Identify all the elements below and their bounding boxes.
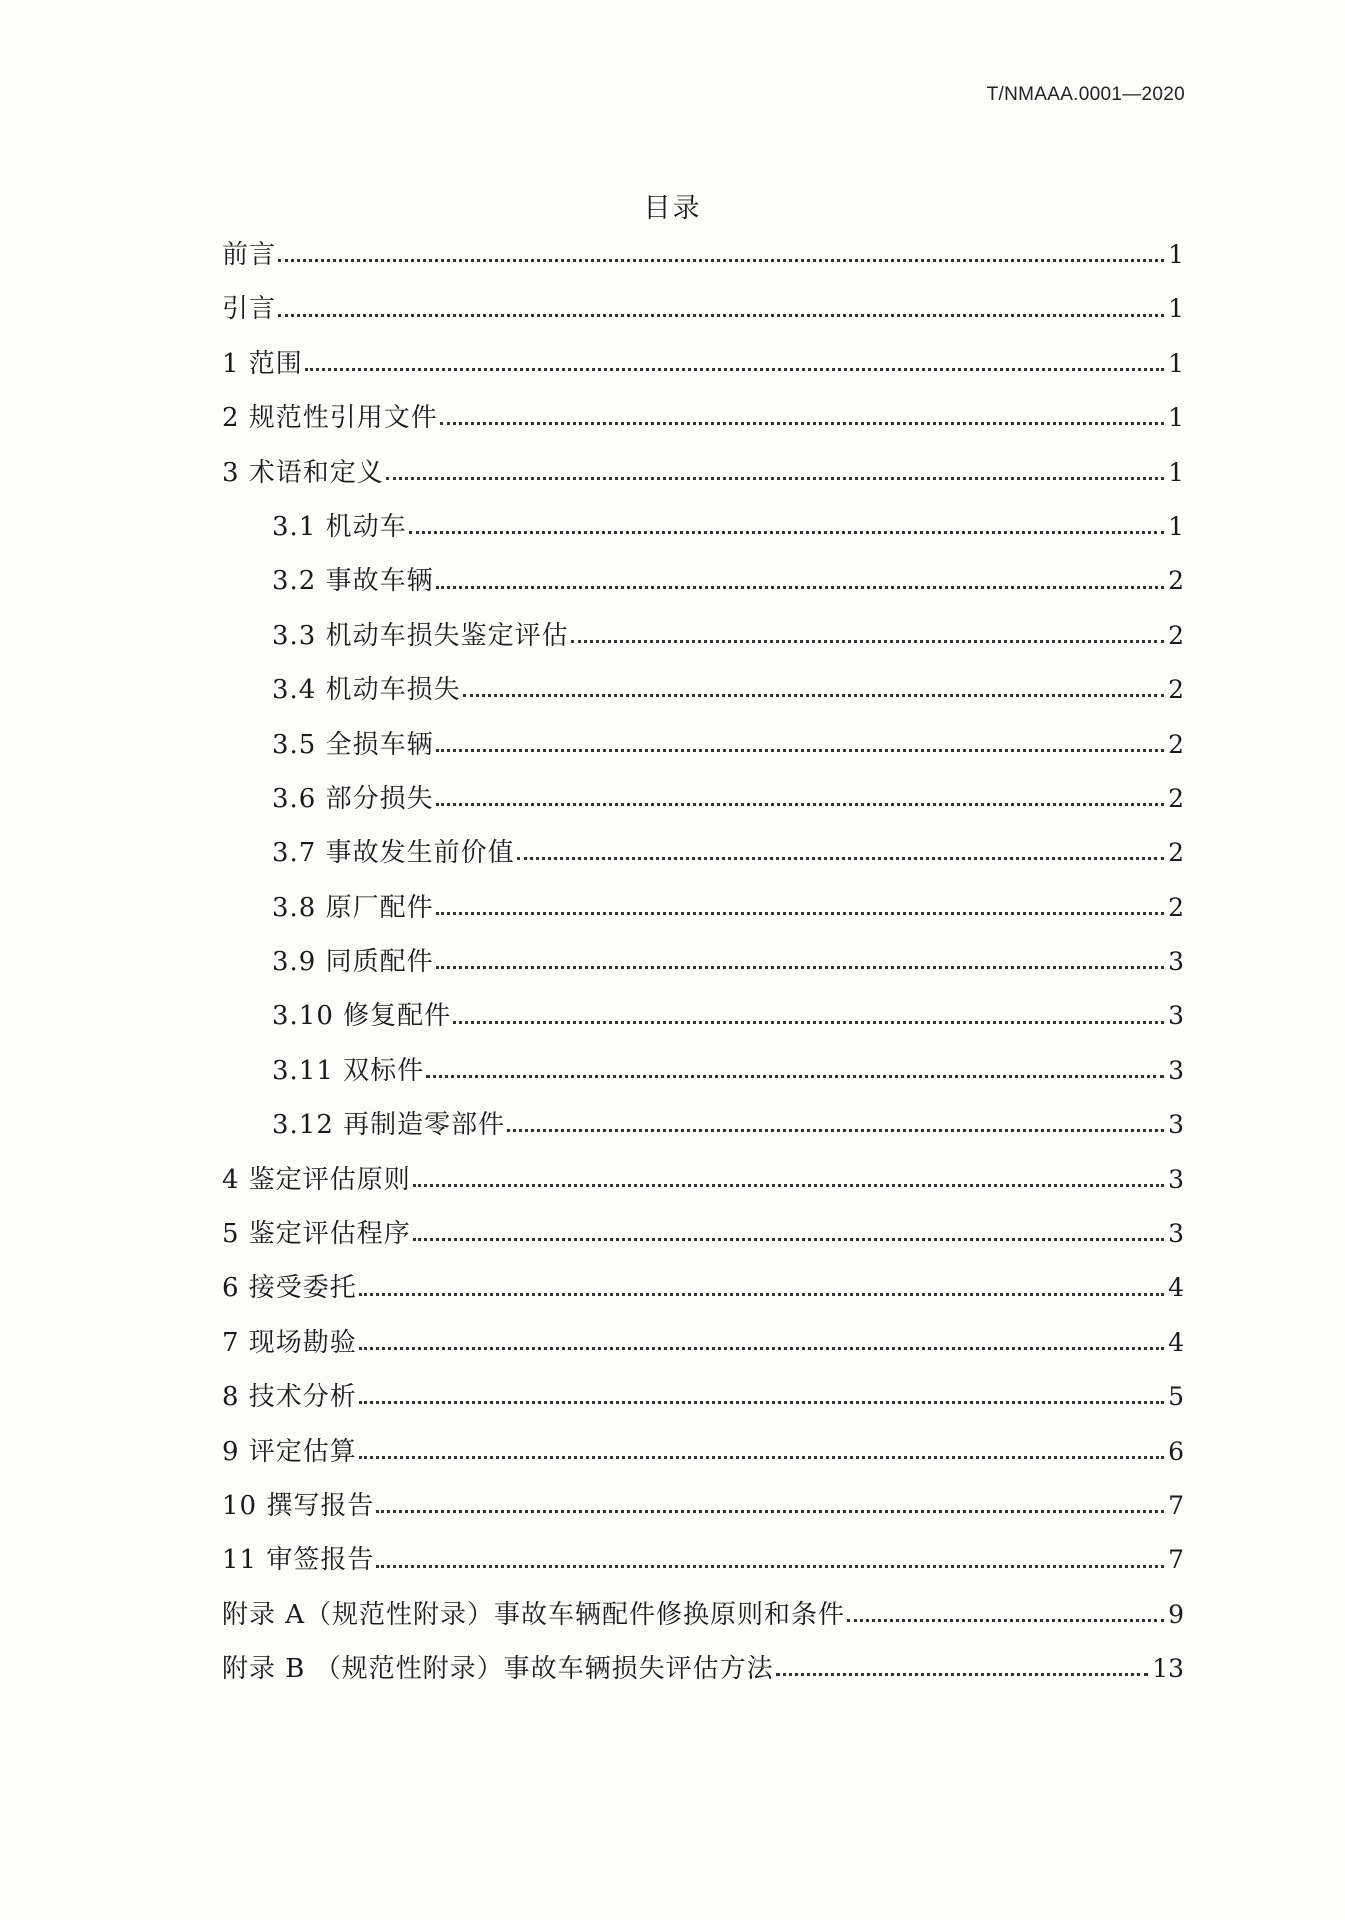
toc-entry-label: 11 审签报告 [222, 1545, 375, 1576]
toc-entry[interactable] [222, 1588, 1184, 1642]
table-of-contents [222, 228, 1184, 1697]
toc-leader-dots [359, 1387, 1164, 1407]
toc-entry-label: 5 鉴定评估程序 [222, 1219, 411, 1250]
toc-entry[interactable] [222, 1370, 1184, 1424]
toc-entry-label: 3.5 全损车辆 [272, 729, 434, 760]
toc-entry[interactable] [222, 1425, 1184, 1479]
document-code: T/NMAAA.0001—2020 [986, 84, 1185, 105]
toc-entry-page: 1 [1168, 403, 1184, 433]
toc-subentry[interactable] [222, 718, 1184, 772]
toc-entry-page: 4 [1168, 1327, 1184, 1357]
toc-entry-label: 3.2 事故车辆 [272, 566, 434, 597]
toc-subentry[interactable] [222, 554, 1184, 608]
toc-entry-page: 2 [1168, 675, 1184, 705]
toc-entry-label: 附录 B （规范性附录）事故车辆损失评估方法 [222, 1654, 774, 1685]
toc-entry[interactable] [222, 1533, 1184, 1587]
toc-entry-page: 4 [1168, 1273, 1184, 1303]
toc-leader-dots [426, 1061, 1164, 1081]
toc-leader-dots [436, 735, 1164, 755]
toc-subentry[interactable] [222, 663, 1184, 717]
toc-entry[interactable] [222, 228, 1184, 282]
toc-entry[interactable] [222, 1153, 1184, 1207]
toc-entry-label: 3.8 原厂配件 [272, 892, 434, 923]
toc-entry-label: 附录 A（规范性附录）事故车辆配件修换原则和条件 [222, 1599, 846, 1630]
toc-entry-page: 3 [1168, 1110, 1184, 1140]
toc-entry[interactable] [222, 1642, 1184, 1696]
toc-entry[interactable] [222, 1261, 1184, 1315]
toc-entry-page: 3 [1168, 1219, 1184, 1249]
toc-entry-label: 8 技术分析 [222, 1382, 357, 1413]
toc-entry-label: 9 评定估算 [222, 1436, 357, 1467]
toc-entry-page: 3 [1168, 1164, 1184, 1194]
toc-entry-label: 3.3 机动车损失鉴定评估 [272, 620, 569, 651]
toc-leader-dots [436, 789, 1164, 809]
toc-entry-label: 3.4 机动车损失 [272, 675, 461, 706]
toc-leader-dots [409, 517, 1164, 537]
toc-leader-dots [517, 843, 1164, 863]
toc-entry-page: 1 [1168, 348, 1184, 378]
toc-entry-page: 2 [1168, 566, 1184, 596]
toc-leader-dots [359, 1279, 1164, 1299]
toc-entry-label: 10 撰写报告 [222, 1490, 375, 1521]
toc-leader-dots [440, 408, 1164, 428]
toc-entry-label: 3.6 部分损失 [272, 783, 434, 814]
toc-leader-dots [453, 1007, 1164, 1027]
toc-entry[interactable] [222, 446, 1184, 500]
toc-leader-dots [386, 463, 1164, 483]
toc-entry[interactable] [222, 337, 1184, 391]
toc-leader-dots [413, 1224, 1164, 1244]
toc-entry-page: 1 [1168, 294, 1184, 324]
toc-entry-page: 2 [1168, 783, 1184, 813]
toc-entry-page: 9 [1168, 1599, 1184, 1629]
toc-subentry[interactable] [222, 989, 1184, 1043]
toc-entry-label: 3 术语和定义 [222, 457, 384, 488]
toc-leader-dots [305, 354, 1164, 374]
toc-entry-page: 1 [1168, 457, 1184, 487]
toc-subentry[interactable] [222, 1044, 1184, 1098]
toc-leader-dots [776, 1659, 1149, 1679]
toc-entry-label: 3.10 修复配件 [272, 1001, 452, 1032]
toc-subentry[interactable] [222, 881, 1184, 935]
toc-entry-label: 6 接受委托 [222, 1273, 357, 1304]
toc-subentry[interactable] [222, 826, 1184, 880]
toc-entry-page: 6 [1168, 1436, 1184, 1466]
toc-subentry[interactable] [222, 935, 1184, 989]
toc-leader-dots [571, 626, 1164, 646]
toc-leader-dots [359, 1333, 1164, 1353]
toc-title: 目录 [643, 193, 702, 224]
toc-entry[interactable] [222, 391, 1184, 445]
toc-entry-label: 3.9 同质配件 [272, 947, 434, 978]
toc-leader-dots [413, 1170, 1164, 1190]
toc-entry-page: 1 [1168, 511, 1184, 541]
toc-leader-dots [359, 1442, 1164, 1462]
toc-leader-dots [847, 1605, 1164, 1625]
toc-entry[interactable] [222, 282, 1184, 336]
toc-leader-dots [507, 1115, 1164, 1135]
toc-entry-page: 3 [1168, 1001, 1184, 1031]
toc-entry[interactable] [222, 1207, 1184, 1261]
toc-leader-dots [463, 680, 1164, 700]
toc-leader-dots [436, 952, 1164, 972]
toc-subentry[interactable] [222, 1098, 1184, 1152]
toc-entry-page: 3 [1168, 947, 1184, 977]
toc-entry-label: 3.7 事故发生前价值 [272, 838, 515, 869]
toc-entry-page: 2 [1168, 620, 1184, 650]
toc-entry-label: 引言 [222, 294, 277, 325]
toc-entry-page: 7 [1168, 1545, 1184, 1575]
toc-leader-dots [278, 245, 1164, 265]
toc-entry-page: 2 [1168, 892, 1184, 922]
toc-subentry[interactable] [222, 500, 1184, 554]
toc-entry-page: 2 [1168, 729, 1184, 759]
toc-subentry[interactable] [222, 772, 1184, 826]
toc-entry-label: 2 规范性引用文件 [222, 403, 438, 434]
toc-entry-page: 7 [1168, 1490, 1184, 1520]
toc-entry[interactable] [222, 1316, 1184, 1370]
toc-entry-label: 3.12 再制造零部件 [272, 1110, 506, 1141]
toc-entry-page: 13 [1152, 1654, 1184, 1684]
toc-leader-dots [278, 300, 1164, 320]
toc-entry-label: 3.11 双标件 [272, 1055, 425, 1086]
toc-subentry[interactable] [222, 609, 1184, 663]
toc-entry-page: 3 [1168, 1055, 1184, 1085]
toc-entry-label: 前言 [222, 240, 277, 270]
toc-entry[interactable] [222, 1479, 1184, 1533]
toc-leader-dots [436, 572, 1164, 592]
toc-entry-page: 2 [1168, 838, 1184, 868]
toc-entry-label: 1 范围 [222, 348, 303, 379]
toc-leader-dots [436, 898, 1164, 918]
toc-entry-label: 4 鉴定评估原则 [222, 1164, 411, 1195]
toc-entry-page: 1 [1168, 240, 1184, 269]
toc-entry-page: 5 [1168, 1382, 1184, 1412]
toc-leader-dots [376, 1551, 1164, 1571]
toc-entry-label: 7 现场勘验 [222, 1327, 357, 1358]
toc-entry-label: 3.1 机动车 [272, 511, 407, 542]
toc-leader-dots [376, 1496, 1164, 1516]
